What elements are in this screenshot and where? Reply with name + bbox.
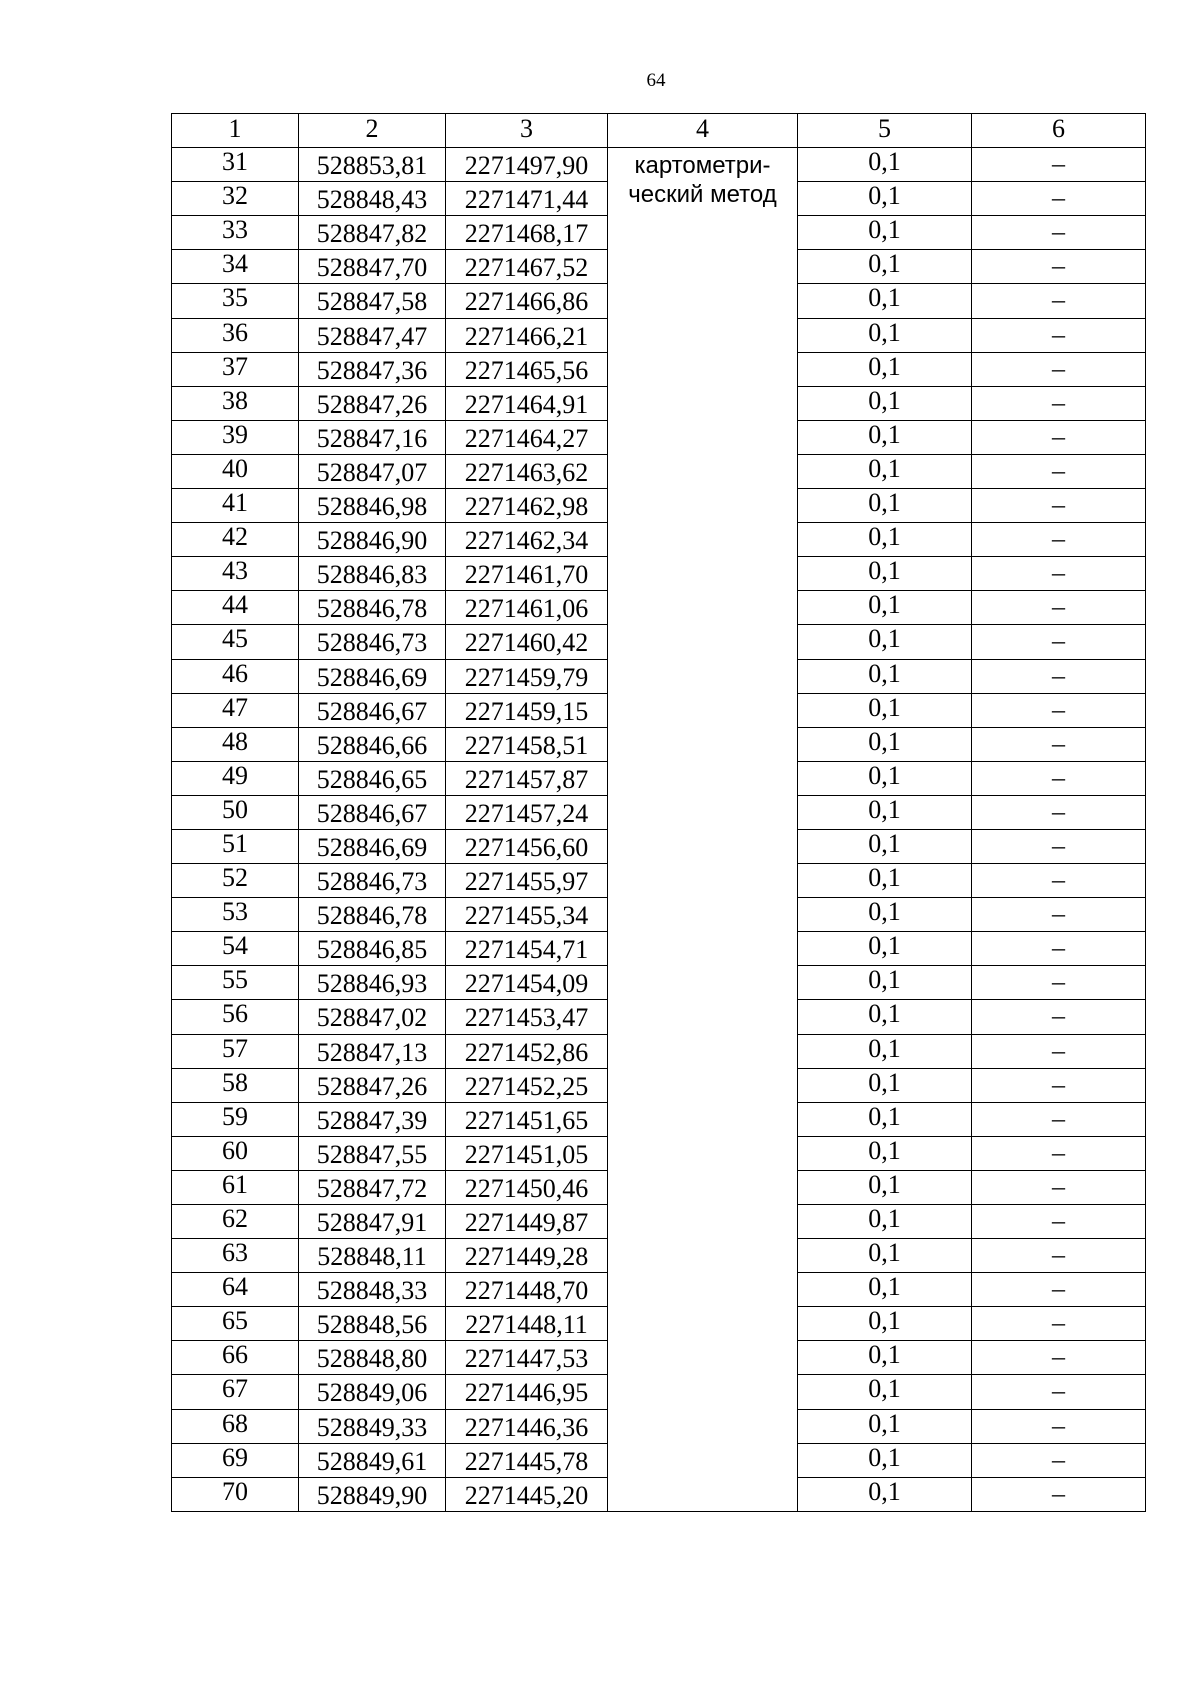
coordinate-x-cell: 528846,67: [299, 795, 446, 829]
accuracy-cell: 0,1: [798, 659, 972, 693]
empty-value-cell: –: [972, 454, 1146, 488]
accuracy-cell: 0,1: [798, 1000, 972, 1034]
point-number-cell: 49: [172, 761, 299, 795]
point-number-cell: 58: [172, 1068, 299, 1102]
accuracy-cell: 0,1: [798, 693, 972, 727]
point-number-cell: 55: [172, 966, 299, 1000]
method-line-1: картометри-: [634, 152, 771, 180]
coordinate-x-cell: 528847,91: [299, 1205, 446, 1239]
empty-value-cell: –: [972, 1068, 1146, 1102]
empty-value-cell: –: [972, 864, 1146, 898]
accuracy-cell: 0,1: [798, 1034, 972, 1068]
coordinate-y-cell: 2271449,28: [446, 1239, 608, 1273]
point-number-cell: 56: [172, 1000, 299, 1034]
accuracy-cell: 0,1: [798, 966, 972, 1000]
accuracy-cell: 0,1: [798, 727, 972, 761]
point-number-cell: 47: [172, 693, 299, 727]
coordinate-y-cell: 2271466,21: [446, 318, 608, 352]
point-number-cell: 69: [172, 1443, 299, 1477]
coordinate-y-cell: 2271468,17: [446, 216, 608, 250]
empty-value-cell: –: [972, 182, 1146, 216]
coordinate-y-cell: 2271466,86: [446, 284, 608, 318]
accuracy-cell: 0,1: [798, 216, 972, 250]
point-number-cell: 60: [172, 1136, 299, 1170]
point-number-cell: 62: [172, 1205, 299, 1239]
coordinate-y-cell: 2271452,86: [446, 1034, 608, 1068]
point-number-cell: 59: [172, 1102, 299, 1136]
point-number-cell: 57: [172, 1034, 299, 1068]
empty-value-cell: –: [972, 795, 1146, 829]
coordinate-x-cell: 528846,73: [299, 864, 446, 898]
empty-value-cell: –: [972, 1000, 1146, 1034]
empty-value-cell: –: [972, 1375, 1146, 1409]
coordinate-x-cell: 528846,85: [299, 932, 446, 966]
empty-value-cell: –: [972, 1443, 1146, 1477]
coordinates-table: [171, 113, 1146, 1512]
empty-value-cell: –: [972, 250, 1146, 284]
coordinate-y-cell: 2271467,52: [446, 250, 608, 284]
point-number-cell: 39: [172, 420, 299, 454]
coordinate-y-cell: 2271454,71: [446, 932, 608, 966]
coordinate-x-cell: 528846,69: [299, 659, 446, 693]
accuracy-cell: 0,1: [798, 1205, 972, 1239]
coordinate-y-cell: 2271465,56: [446, 352, 608, 386]
coordinate-y-cell: 2271445,78: [446, 1443, 608, 1477]
table-row: [172, 148, 1146, 182]
coordinate-y-cell: 2271464,91: [446, 386, 608, 420]
coordinate-y-cell: 2271451,65: [446, 1102, 608, 1136]
coordinate-x-cell: 528846,78: [299, 898, 446, 932]
point-number-cell: 65: [172, 1307, 299, 1341]
accuracy-cell: 0,1: [798, 1170, 972, 1204]
empty-value-cell: –: [972, 489, 1146, 523]
empty-value-cell: –: [972, 386, 1146, 420]
coordinate-y-cell: 2271462,34: [446, 523, 608, 557]
empty-value-cell: –: [972, 1341, 1146, 1375]
table-header-row: [172, 114, 1146, 148]
coordinate-y-cell: 2271459,15: [446, 693, 608, 727]
coordinate-y-cell: 2271446,36: [446, 1409, 608, 1443]
empty-value-cell: –: [972, 216, 1146, 250]
coordinate-x-cell: 528847,58: [299, 284, 446, 318]
coordinate-y-cell: 2271449,87: [446, 1205, 608, 1239]
point-number-cell: 43: [172, 557, 299, 591]
point-number-cell: 67: [172, 1375, 299, 1409]
coordinate-x-cell: 528847,16: [299, 420, 446, 454]
accuracy-cell: 0,1: [798, 1136, 972, 1170]
header-cell-6: 6: [972, 114, 1146, 148]
coordinate-y-cell: 2271457,87: [446, 761, 608, 795]
empty-value-cell: –: [972, 932, 1146, 966]
page-number: 64: [646, 70, 666, 91]
empty-value-cell: –: [972, 693, 1146, 727]
accuracy-cell: 0,1: [798, 761, 972, 795]
coordinate-x-cell: 528847,26: [299, 386, 446, 420]
coordinate-x-cell: 528846,90: [299, 523, 446, 557]
empty-value-cell: –: [972, 1034, 1146, 1068]
coordinate-x-cell: 528853,81: [299, 148, 446, 182]
point-number-cell: 42: [172, 523, 299, 557]
coordinate-y-cell: 2271448,11: [446, 1307, 608, 1341]
point-number-cell: 50: [172, 795, 299, 829]
accuracy-cell: 0,1: [798, 1239, 972, 1273]
coordinate-y-cell: 2271455,34: [446, 898, 608, 932]
empty-value-cell: –: [972, 318, 1146, 352]
accuracy-cell: 0,1: [798, 1102, 972, 1136]
accuracy-cell: 0,1: [798, 1443, 972, 1477]
point-number-cell: 53: [172, 898, 299, 932]
accuracy-cell: 0,1: [798, 250, 972, 284]
point-number-cell: 37: [172, 352, 299, 386]
empty-value-cell: –: [972, 829, 1146, 863]
accuracy-cell: 0,1: [798, 591, 972, 625]
accuracy-cell: 0,1: [798, 182, 972, 216]
empty-value-cell: –: [972, 523, 1146, 557]
coordinate-x-cell: 528848,80: [299, 1341, 446, 1375]
method-line-2: ческий метод: [628, 181, 777, 209]
accuracy-cell: 0,1: [798, 625, 972, 659]
header-cell-1: 1: [172, 114, 299, 148]
coordinate-y-cell: 2271461,70: [446, 557, 608, 591]
accuracy-cell: 0,1: [798, 1273, 972, 1307]
header-cell-3: 3: [446, 114, 608, 148]
coordinate-y-cell: 2271464,27: [446, 420, 608, 454]
point-number-cell: 70: [172, 1477, 299, 1511]
coordinate-y-cell: 2271446,95: [446, 1375, 608, 1409]
empty-value-cell: –: [972, 284, 1146, 318]
coordinate-x-cell: 528846,66: [299, 727, 446, 761]
point-number-cell: 52: [172, 864, 299, 898]
empty-value-cell: –: [972, 148, 1146, 182]
empty-value-cell: –: [972, 1273, 1146, 1307]
header-cell-5: 5: [798, 114, 972, 148]
accuracy-cell: 0,1: [798, 148, 972, 182]
coordinate-y-cell: 2271457,24: [446, 795, 608, 829]
point-number-cell: 54: [172, 932, 299, 966]
accuracy-cell: 0,1: [798, 557, 972, 591]
coordinate-x-cell: 528847,07: [299, 454, 446, 488]
coordinate-y-cell: 2271460,42: [446, 625, 608, 659]
coordinate-x-cell: 528846,67: [299, 693, 446, 727]
coordinate-x-cell: 528847,72: [299, 1170, 446, 1204]
coordinate-x-cell: 528848,43: [299, 182, 446, 216]
coordinate-x-cell: 528849,33: [299, 1409, 446, 1443]
coordinate-x-cell: 528846,83: [299, 557, 446, 591]
coordinate-y-cell: 2271448,70: [446, 1273, 608, 1307]
empty-value-cell: –: [972, 761, 1146, 795]
point-number-cell: 32: [172, 182, 299, 216]
point-number-cell: 45: [172, 625, 299, 659]
point-number-cell: 36: [172, 318, 299, 352]
point-number-cell: 61: [172, 1170, 299, 1204]
coordinate-x-cell: 528849,90: [299, 1477, 446, 1511]
empty-value-cell: –: [972, 420, 1146, 454]
header-cell-2: 2: [299, 114, 446, 148]
coordinate-x-cell: 528846,65: [299, 761, 446, 795]
coordinate-y-cell: 2271462,98: [446, 489, 608, 523]
point-number-cell: 51: [172, 829, 299, 863]
coordinate-x-cell: 528847,82: [299, 216, 446, 250]
coordinate-y-cell: 2271471,44: [446, 182, 608, 216]
empty-value-cell: –: [972, 591, 1146, 625]
coordinate-x-cell: 528846,98: [299, 489, 446, 523]
coordinate-y-cell: 2271445,20: [446, 1477, 608, 1511]
accuracy-cell: 0,1: [798, 829, 972, 863]
accuracy-cell: 0,1: [798, 420, 972, 454]
coordinate-x-cell: 528847,55: [299, 1136, 446, 1170]
coordinate-x-cell: 528848,11: [299, 1239, 446, 1273]
point-number-cell: 40: [172, 454, 299, 488]
empty-value-cell: –: [972, 1239, 1146, 1273]
coordinate-y-cell: 2271461,06: [446, 591, 608, 625]
accuracy-cell: 0,1: [798, 1409, 972, 1443]
accuracy-cell: 0,1: [798, 1307, 972, 1341]
coordinate-y-cell: 2271453,47: [446, 1000, 608, 1034]
empty-value-cell: –: [972, 898, 1146, 932]
header-cell-4: 4: [608, 114, 798, 148]
point-number-cell: 41: [172, 489, 299, 523]
empty-value-cell: –: [972, 659, 1146, 693]
point-number-cell: 35: [172, 284, 299, 318]
accuracy-cell: 0,1: [798, 1375, 972, 1409]
coordinate-y-cell: 2271497,90: [446, 148, 608, 182]
point-number-cell: 66: [172, 1341, 299, 1375]
empty-value-cell: –: [972, 352, 1146, 386]
empty-value-cell: –: [972, 1102, 1146, 1136]
accuracy-cell: 0,1: [798, 454, 972, 488]
empty-value-cell: –: [972, 1409, 1146, 1443]
coordinate-x-cell: 528847,13: [299, 1034, 446, 1068]
coordinate-x-cell: 528848,56: [299, 1307, 446, 1341]
accuracy-cell: 0,1: [798, 489, 972, 523]
empty-value-cell: –: [972, 1170, 1146, 1204]
coordinate-y-cell: 2271456,60: [446, 829, 608, 863]
coordinate-x-cell: 528846,78: [299, 591, 446, 625]
coordinate-x-cell: 528848,33: [299, 1273, 446, 1307]
coordinate-x-cell: 528847,02: [299, 1000, 446, 1034]
empty-value-cell: –: [972, 966, 1146, 1000]
accuracy-cell: 0,1: [798, 932, 972, 966]
empty-value-cell: –: [972, 557, 1146, 591]
accuracy-cell: 0,1: [798, 1477, 972, 1511]
coordinate-y-cell: 2271458,51: [446, 727, 608, 761]
empty-value-cell: –: [972, 1205, 1146, 1239]
accuracy-cell: 0,1: [798, 898, 972, 932]
point-number-cell: 44: [172, 591, 299, 625]
coordinate-y-cell: 2271451,05: [446, 1136, 608, 1170]
coordinate-x-cell: 528847,47: [299, 318, 446, 352]
coordinate-x-cell: 528847,26: [299, 1068, 446, 1102]
coordinate-x-cell: 528849,61: [299, 1443, 446, 1477]
point-number-cell: 63: [172, 1239, 299, 1273]
coordinate-y-cell: 2271447,53: [446, 1341, 608, 1375]
point-number-cell: 38: [172, 386, 299, 420]
coordinate-y-cell: 2271452,25: [446, 1068, 608, 1102]
accuracy-cell: 0,1: [798, 352, 972, 386]
empty-value-cell: –: [972, 727, 1146, 761]
method-cell: [608, 148, 798, 1512]
point-number-cell: 31: [172, 148, 299, 182]
coordinate-x-cell: 528847,39: [299, 1102, 446, 1136]
coordinate-x-cell: 528849,06: [299, 1375, 446, 1409]
accuracy-cell: 0,1: [798, 1068, 972, 1102]
point-number-cell: 68: [172, 1409, 299, 1443]
coordinate-y-cell: 2271450,46: [446, 1170, 608, 1204]
coordinate-x-cell: 528846,73: [299, 625, 446, 659]
coordinate-y-cell: 2271454,09: [446, 966, 608, 1000]
empty-value-cell: –: [972, 1307, 1146, 1341]
accuracy-cell: 0,1: [798, 1341, 972, 1375]
coordinate-y-cell: 2271459,79: [446, 659, 608, 693]
point-number-cell: 46: [172, 659, 299, 693]
empty-value-cell: –: [972, 625, 1146, 659]
accuracy-cell: 0,1: [798, 864, 972, 898]
empty-value-cell: –: [972, 1477, 1146, 1511]
coordinate-x-cell: 528847,70: [299, 250, 446, 284]
accuracy-cell: 0,1: [798, 318, 972, 352]
coordinate-x-cell: 528846,93: [299, 966, 446, 1000]
point-number-cell: 33: [172, 216, 299, 250]
point-number-cell: 34: [172, 250, 299, 284]
accuracy-cell: 0,1: [798, 386, 972, 420]
accuracy-cell: 0,1: [798, 284, 972, 318]
empty-value-cell: –: [972, 1136, 1146, 1170]
coordinate-y-cell: 2271455,97: [446, 864, 608, 898]
accuracy-cell: 0,1: [798, 523, 972, 557]
point-number-cell: 64: [172, 1273, 299, 1307]
point-number-cell: 48: [172, 727, 299, 761]
coordinate-x-cell: 528847,36: [299, 352, 446, 386]
coordinate-x-cell: 528846,69: [299, 829, 446, 863]
accuracy-cell: 0,1: [798, 795, 972, 829]
coordinate-y-cell: 2271463,62: [446, 454, 608, 488]
